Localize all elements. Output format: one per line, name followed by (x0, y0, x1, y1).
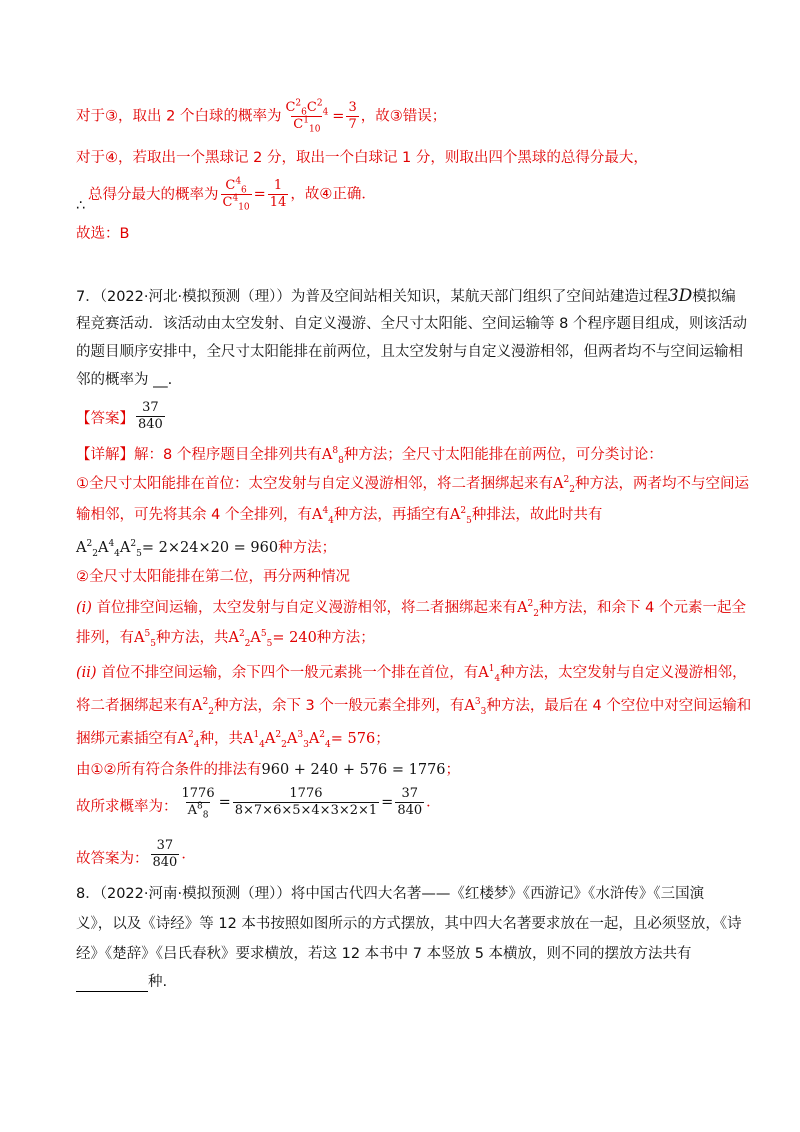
prob-fraction-2: $\frac{1776}{8\times 7\times 6\times 5\times 4\times 3\times 2\times 1}$ (234, 786, 378, 818)
detail-line-1: 【详解】解：8 个程序题目全排列共有$A^8_8$种方法；全尺寸太阳能排在前两位，可分类讨论： (76, 446, 663, 466)
case-2-title: ②全尺寸太阳能排在第二位，再分两种情况 (76, 569, 350, 585)
answer-line: 【答案】 $\frac{37}{840}$ (76, 400, 163, 432)
case-2i-line-2: 排列，有$A^5_5$种方法，共$A^2_2A^5_5= 240$种方法； (76, 629, 375, 649)
question-7-line-3: 的题目顺序安排中，全尺寸太阳能排在前两位，且太空发射与自定义漫游相邻，但两者均不与空间运输相 (76, 344, 743, 360)
question-8-line-3: 经》《楚辞》《吕氏春秋》要求横放，若这 12 本书中 7 本竖放 5 本横放，则不同的摆放方法共有 (76, 946, 692, 962)
case-1-line-1: ①全尺寸太阳能排在首位：太空发射与自定义漫游相邻，将二者捆绑起来有$A^2_2$种方法，两者均不与空间运 (76, 475, 749, 495)
fraction-c6c4-over-c10: $\frac{C^2_6C^2_4}{C^1_{10}}$ (285, 98, 329, 135)
case-2ii-line-2: 将二者捆绑起来有$A^2_2$种方法，余下 3 个一般元素全排列，有$A^3_3$种方法，最后在 4 个空位中对空间运输和 (76, 697, 752, 717)
answer-blank (76, 977, 148, 992)
prob-fraction-1: $\frac{1776}{A^8_8}$ (181, 786, 215, 821)
fraction-c6-over-c10: $\frac{C^4_6}{C^4_{10}}$ (222, 176, 250, 213)
question-7-line-2: 程竞赛活动．该活动由太空发射、自定义漫游、全尺寸太阳能、空间运输等 8 个程序题目组成，则该活动 (76, 316, 747, 332)
fraction-1-14: $\frac{1}{14}$ (269, 178, 287, 210)
fraction-3-7: $\frac{3}{7}$ (348, 100, 357, 132)
case-2ii-line-3: 捆绑元素插空有$A^2_4$种，共$A^1_4A^2_2A^3_3A^2_4= 576$； (76, 730, 390, 750)
question-8-line-2: 义》，以及《诗经》等 12 本书按照如图所示的方式摆放，其中四大名著要求放在一起，且必须竖放，《诗 (76, 916, 742, 932)
final-answer-line: 故答案为： $\frac{37}{840}$ ． (76, 838, 196, 870)
question-8-line-4: 种. (76, 972, 730, 992)
sum-line: 由①②所有符合条件的排法有960 + 240 + 576 = 1776； (76, 762, 461, 778)
solution-line-4: 对于④，若取出一个黑球记 2 分，取出一个白球记 1 分，则取出四个黑球的总得分最大， (76, 150, 648, 166)
question-7-line-4: 邻的概率为 __. (76, 372, 173, 388)
case-2i-line-1: (i) 首位排空间运输，太空发射与自定义漫游相邻，将二者捆绑起来有$A^2_2$种方法，和余下 4 个元素一起全 (76, 599, 746, 619)
question-7-line-1: 7．（2022·河北·模拟预测（理））为普及空间站相关知识，某航天部门组织了空间站建造过程3D模拟编 (76, 286, 736, 306)
question-8-line-1: 8．（2022·河南·模拟预测（理））将中国古代四大名著——《红楼梦》《西游记》《水浒传》《三国演 (76, 886, 705, 902)
choice-answer: 故选：B (76, 226, 130, 242)
prob-fraction-3: $\frac{37}{840}$ (397, 786, 423, 818)
final-fraction: $\frac{37}{840}$ (152, 838, 178, 870)
solution-line-4b: ∴ 总得分最大的概率为 $\frac{C^4_6}{C^4_{10}}$ = $\frac{1}{14}$ ，故④正确． (76, 176, 376, 214)
answer-fraction: $\frac{37}{840}$ (138, 400, 163, 432)
case-1-line-3: $A^2_2A^4_4A^2_5= 2\times 24\times 20 = 960$种方法； (76, 539, 337, 559)
case-2ii-line-1: (ii) 首位不排空间运输，余下四个一般元素挑一个排在首位，有$A^1_4$种方法，太空发射与自定义漫游相邻， (76, 664, 747, 684)
case-1-line-2: 输相邻，可先将其余 4 个全排列，有$A^4_4$种方法，再插空有$A^2_5$种排法，故此时共有 (76, 506, 603, 526)
solution-line-3: 对于③，取出 2 个白球的概率为 $\frac{C^2_6C^2_4}{C^1_{10}}$ = $\frac{3}{7}$ ，故③错误； (76, 98, 447, 135)
probability-line: 故所求概率为： $\frac{1776}{A^8_8}$ = $\frac{1776}{8\times 7\times 6\times 5\times 4\times 3\times 2\times 1}$ = $\frac{37}{840}$ ． (76, 786, 441, 821)
